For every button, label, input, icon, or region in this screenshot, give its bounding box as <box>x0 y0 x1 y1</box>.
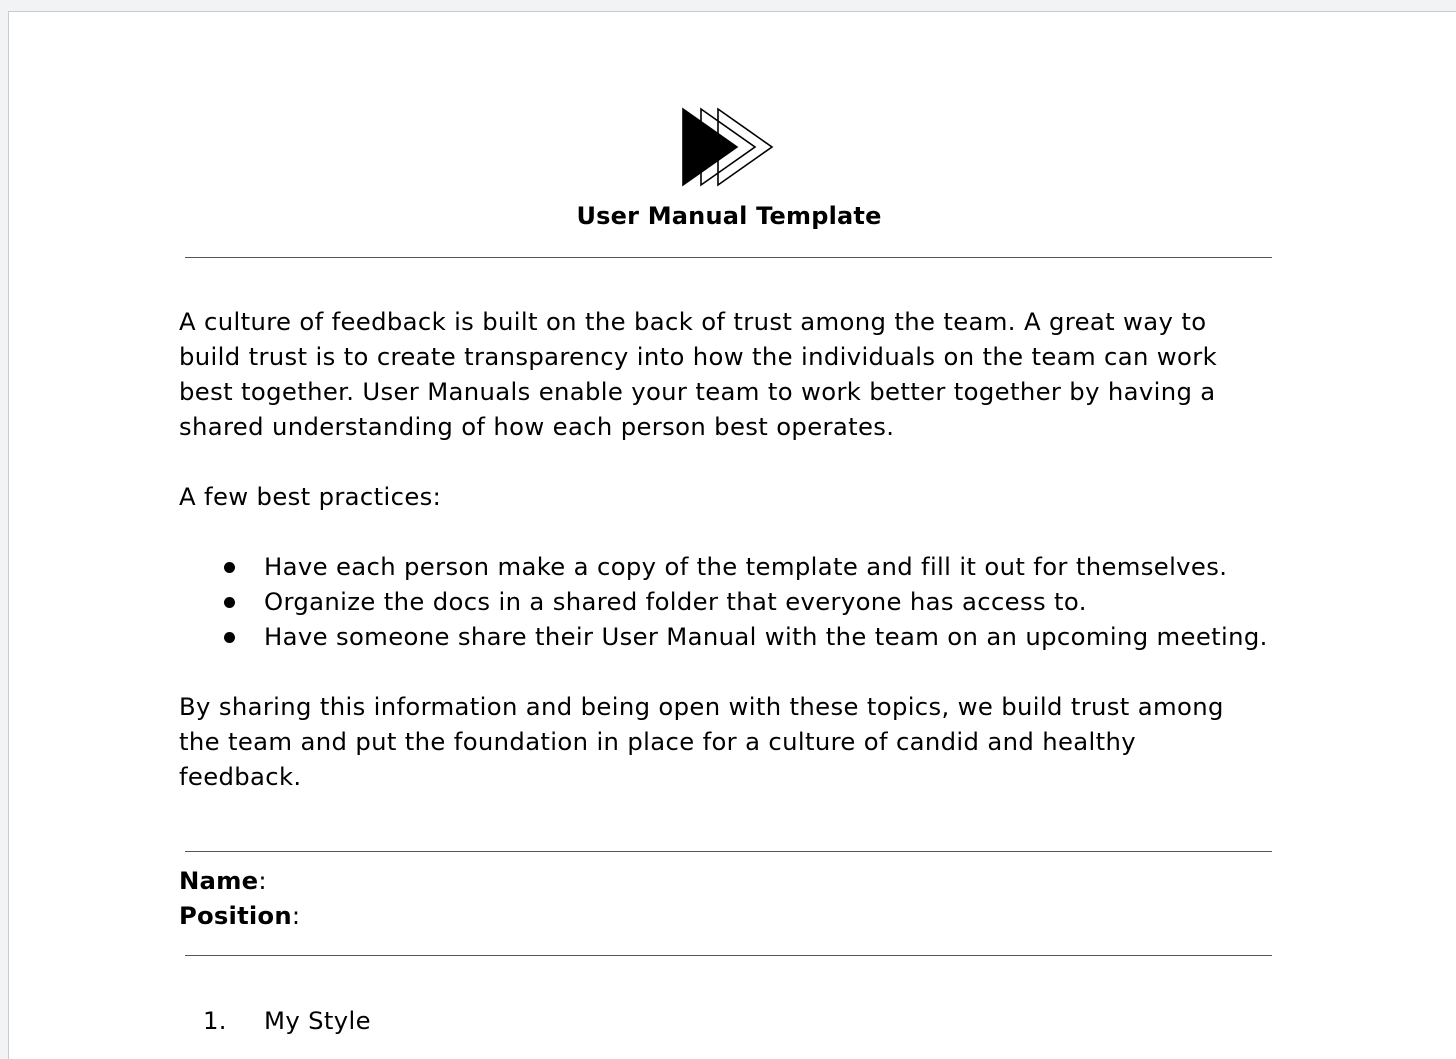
intro-paragraph <box>179 304 1289 444</box>
list-item <box>179 619 1268 654</box>
section-heading-my-style <box>179 1003 371 1038</box>
position-label: Position <box>179 901 292 930</box>
text-line: the team and put the foundation in place for a culture of candid and healthy <box>179 727 1136 756</box>
text-line: A culture of feedback is built on the back of trust among the team. A great way to <box>179 307 1207 336</box>
page-title: User Manual Template <box>576 202 882 230</box>
section-number: 1. <box>203 1006 227 1035</box>
divider <box>185 257 1272 258</box>
name-label: Name <box>179 866 259 895</box>
best-practices-heading: A few best practices: <box>179 482 442 511</box>
bullet-icon <box>224 562 235 573</box>
name-field[interactable] <box>179 863 267 898</box>
field-separator: : <box>291 901 301 930</box>
text-line: best together. User Manuals enable your team to work better together by having a <box>179 377 1216 406</box>
bullet-icon <box>224 632 235 643</box>
divider <box>185 955 1272 956</box>
fast-forward-triangles-icon <box>682 107 776 187</box>
text-line: build trust is to create transparency into how the individuals on the team can work <box>179 342 1217 371</box>
divider <box>185 851 1272 852</box>
field-separator: : <box>258 866 267 895</box>
list-item-text: Have someone share their User Manual with the team on an upcoming meeting. <box>264 622 1268 651</box>
closing-paragraph <box>179 689 1289 794</box>
section-label: My Style <box>264 1006 371 1035</box>
text-line: feedback. <box>179 762 302 791</box>
text-line: By sharing this information and being open with these topics, we build trust among <box>179 692 1224 721</box>
bullet-icon <box>224 597 235 608</box>
best-practices-list <box>179 549 1268 654</box>
text-line: shared understanding of how each person best operates. <box>179 412 895 441</box>
list-item <box>179 584 1268 619</box>
list-item-text: Organize the docs in a shared folder that everyone has access to. <box>264 587 1087 616</box>
document-page <box>8 11 1456 1059</box>
list-item-text: Have each person make a copy of the template and fill it out for themselves. <box>264 552 1228 581</box>
list-item <box>179 549 1268 584</box>
position-field[interactable] <box>179 898 300 933</box>
